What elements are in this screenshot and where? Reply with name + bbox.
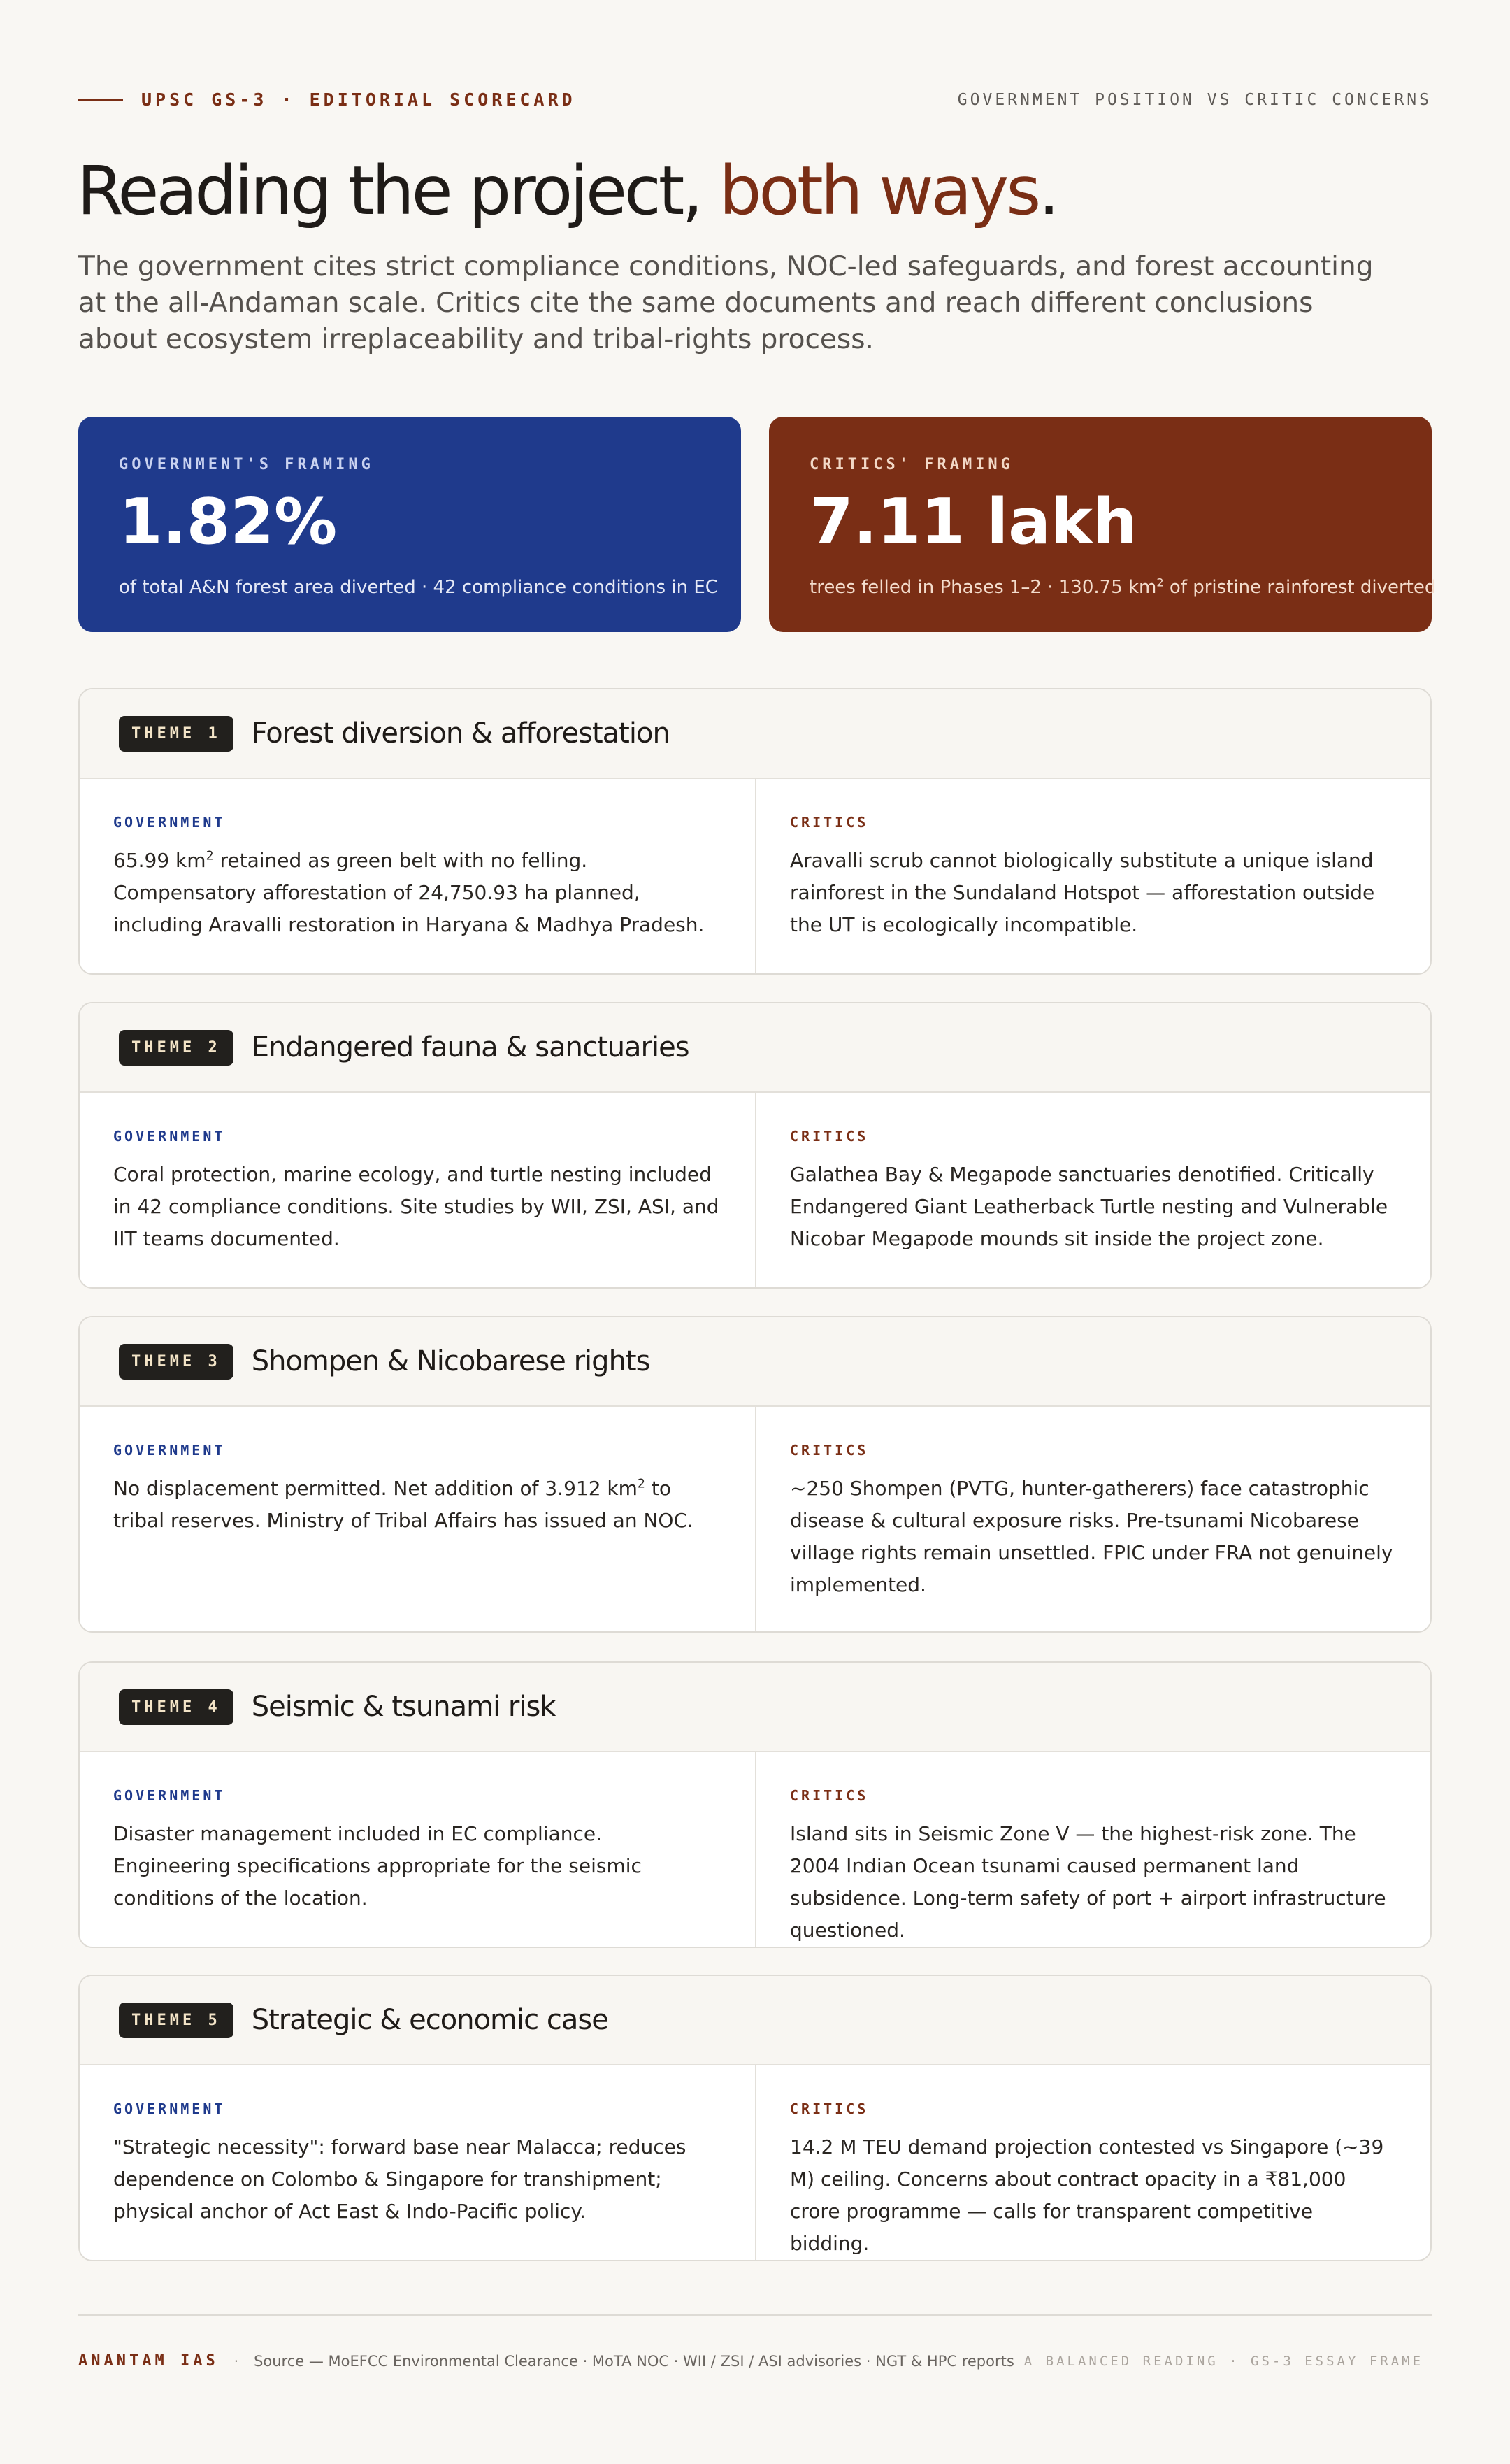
government-column	[80, 779, 755, 973]
theme-header	[80, 1663, 1430, 1752]
government-text	[113, 845, 721, 941]
kicker-rule	[78, 99, 123, 101]
theme-header	[80, 1003, 1430, 1093]
government-column	[80, 2065, 755, 2260]
footer-row	[78, 2352, 1432, 2370]
theme-card	[78, 1316, 1432, 1633]
theme-columns	[80, 1093, 1430, 1287]
theme-title: Shompen & Nicobarese rights	[251, 1345, 650, 1377]
theme-card	[78, 1002, 1432, 1289]
footer	[78, 2314, 1432, 2370]
footer-separator: ·	[233, 2352, 239, 2370]
government-column	[80, 1752, 755, 1947]
government-text: Disaster management included in EC compliance. Engineering specifications appropriate for the seismic conditions of the location.	[113, 1822, 642, 1910]
government-text-start: 65.99 km	[113, 849, 206, 872]
theme-title: Forest diversion & afforestation	[251, 717, 670, 750]
theme-tag: THEME 2	[119, 1030, 233, 1066]
theme-tag: THEME 5	[119, 2003, 233, 2038]
critics-text: Aravalli scrub cannot biologically substitute a unique island rainforest in the Sundaland Hotspot — afforestation outside the UT is ecologically incompatible.	[790, 849, 1375, 936]
top-right-label: GOVERNMENT POSITION VS CRITIC CONCERNS	[957, 91, 1432, 109]
government-label: GOVERNMENT	[113, 2100, 226, 2117]
title-period: .	[1038, 152, 1057, 230]
top-bar	[78, 89, 1432, 112]
government-text: Coral protection, marine ecology, and turtle nesting included in 42 compliance conditions. Site studies by WII, ZSI, ASI, and IIT teams documented.	[113, 1163, 719, 1250]
theme-card	[78, 1975, 1432, 2261]
source-note: Source — MoEFCC Environmental Clearance · MoTA NOC · WII / ZSI / ASI advisories · NGT & HPC reports	[254, 2352, 1014, 2370]
critics-column	[755, 1093, 1430, 1287]
theme-header	[80, 689, 1430, 779]
critics-stat-label: CRITICS' FRAMING	[810, 456, 1014, 473]
lede-paragraph: The government cites strict compliance conditions, NOC-led safeguards, and forest accounting at the all-Andaman scale. Critics cite the same documents and reach different conclusions about ecosystem irreplaceability and tribal-rights process.	[78, 251, 1374, 355]
footer-tagline: A BALANCED READING · GS-3 ESSAY FRAME	[1023, 2353, 1424, 2369]
government-text-start: No displacement permitted. Net addition of 3.912 km	[113, 1477, 638, 1500]
theme-title: Endangered fauna & sanctuaries	[251, 1031, 689, 1063]
superscript: 2	[206, 849, 214, 864]
theme-tag: THEME 4	[119, 1689, 233, 1725]
government-label: GOVERNMENT	[113, 1442, 226, 1459]
government-label: GOVERNMENT	[113, 1128, 226, 1145]
critics-stat-caption	[810, 575, 1437, 598]
theme-columns	[80, 1752, 1430, 1947]
superscript: 2	[637, 1477, 645, 1491]
critics-column	[755, 779, 1430, 973]
kicker	[78, 89, 576, 110]
government-stat-value: 1.82%	[119, 485, 338, 559]
title-main: Reading the project,	[77, 152, 719, 230]
kicker-text: UPSC GS-3 · EDITORIAL SCORECARD	[141, 89, 576, 110]
critics-text: Galathea Bay & Megapode sanctuaries denotified. Critically Endangered Giant Leatherback Turtle nesting and Vulnerable Nicobar Megapode mounds sit inside the project zone.	[790, 1163, 1388, 1250]
government-text-end: retained as green belt with no felling. Compensatory afforestation of 24,750.93 ha planned, including Aravalli restoration in Haryana & Madhya Pradesh.	[113, 849, 705, 936]
brand-name: ANANTAM IAS	[78, 2352, 219, 2370]
critics-column	[755, 2065, 1430, 2260]
theme-columns	[80, 1407, 1430, 1631]
critics-caption-text-end: of pristine rainforest diverted	[1163, 577, 1437, 598]
critics-label: CRITICS	[790, 1442, 869, 1459]
critics-column	[755, 1407, 1430, 1631]
government-text: "Strategic necessity": forward base near Malacca; reduces dependence on Colombo & Singapore for transhipment; physical anchor of Act East & Indo-Pacific policy.	[113, 2135, 686, 2223]
theme-columns	[80, 779, 1430, 973]
theme-tag: THEME 1	[119, 716, 233, 752]
government-stat-card	[78, 417, 741, 632]
government-text	[113, 1473, 721, 1537]
theme-columns	[80, 2065, 1430, 2260]
critics-stat-value: 7.11 lakh	[810, 485, 1137, 559]
critics-text: ~250 Shompen (PVTG, hunter-gatherers) face catastrophic disease & cultural exposure risks. Pre-tsunami Nicobarese village rights remain unsettled. FPIC under FRA not genuinely implemented.	[790, 1477, 1393, 1596]
critics-text: Island sits in Seismic Zone V — the highest-risk zone. The 2004 Indian Ocean tsunami caused permanent land subsidence. Long-term safety of port + airport infrastructure questioned.	[790, 1822, 1386, 1942]
critics-stat-card	[769, 417, 1437, 632]
government-stat-label: GOVERNMENT'S FRAMING	[119, 456, 374, 473]
critics-label: CRITICS	[790, 814, 869, 831]
government-stat-caption: of total A&N forest area diverted · 42 compliance conditions in EC	[119, 577, 718, 598]
theme-header	[80, 1317, 1430, 1407]
government-label: GOVERNMENT	[113, 814, 226, 831]
theme-card	[78, 688, 1432, 975]
superscript: 2	[1156, 575, 1164, 589]
title-accent: both ways	[719, 152, 1039, 230]
critics-label: CRITICS	[790, 2100, 869, 2117]
critics-label: CRITICS	[790, 1128, 869, 1145]
theme-tag: THEME 3	[119, 1344, 233, 1380]
government-column	[80, 1407, 755, 1631]
critics-caption-text: trees felled in Phases 1–2 · 130.75 km	[810, 577, 1157, 598]
government-column	[80, 1093, 755, 1287]
government-label: GOVERNMENT	[113, 1787, 226, 1804]
theme-card	[78, 1661, 1432, 1948]
page-title	[77, 145, 1057, 236]
theme-title: Strategic & economic case	[251, 2004, 608, 2036]
critics-text: 14.2 M TEU demand projection contested vs Singapore (~39 M) ceiling. Concerns about contract opacity in a ₹81,000 crore programme — calls for transparent competitive bidding.	[790, 2135, 1384, 2255]
government-text-end: to tribal reserves. Ministry of Tribal Affairs has issued an NOC.	[113, 1477, 693, 1532]
theme-title: Seismic & tsunami risk	[251, 1691, 556, 1723]
theme-header	[80, 1976, 1430, 2065]
critics-column	[755, 1752, 1430, 1947]
critics-label: CRITICS	[790, 1787, 869, 1804]
